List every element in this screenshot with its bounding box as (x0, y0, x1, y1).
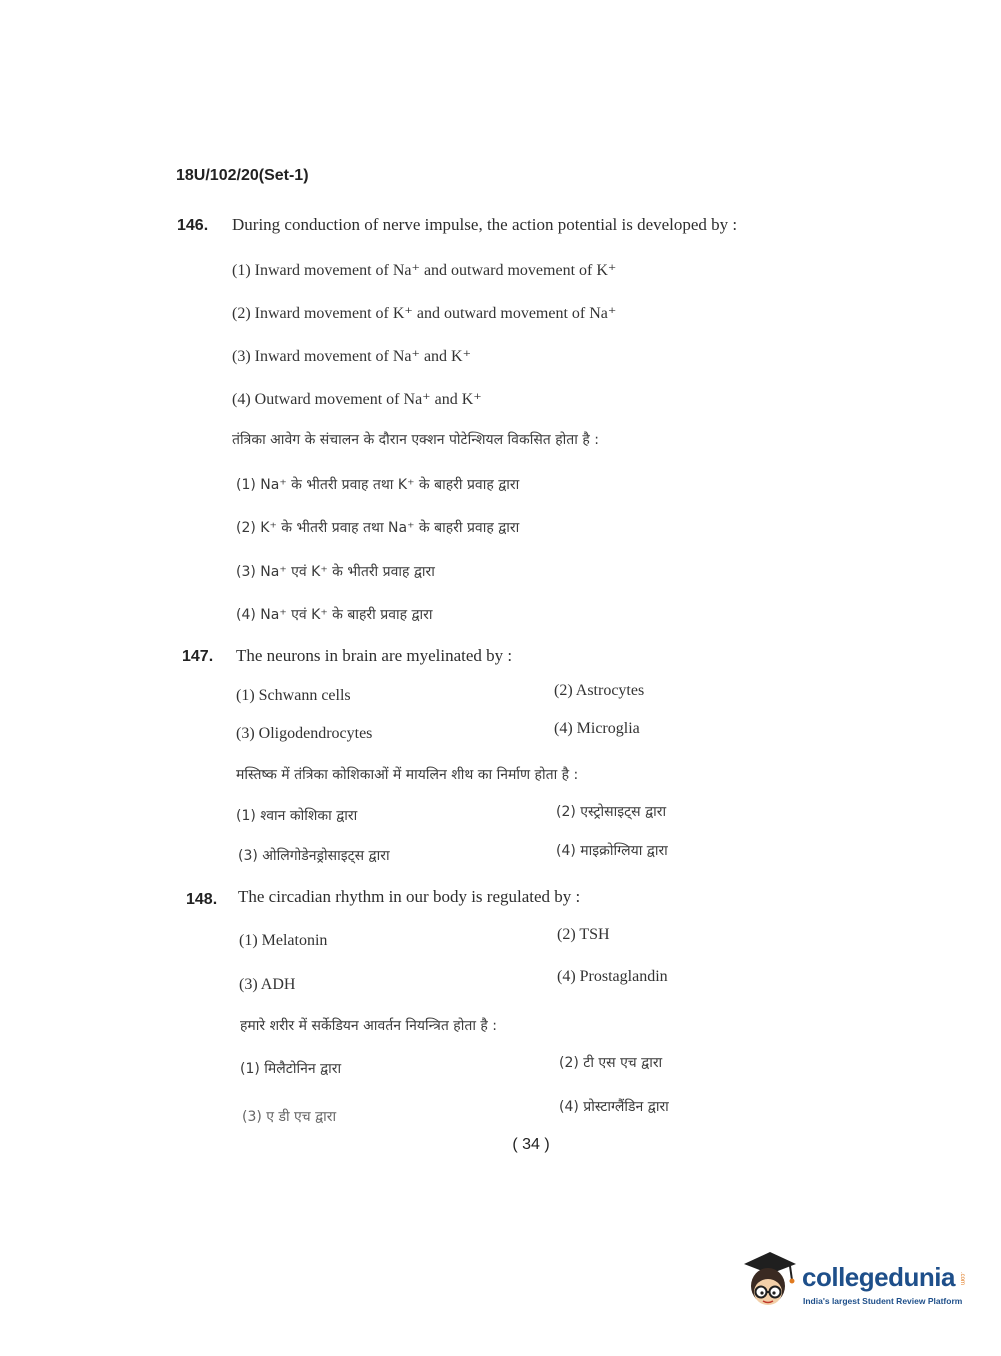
question-148-number: 148. (186, 891, 218, 908)
page-number: ( 34 ) (512, 1136, 550, 1153)
q148-option-3: (3) ADH (239, 976, 296, 993)
q147-hindi-option-4: (4) माइक्रोग्लिया द्वारा (556, 843, 668, 859)
q148-option-4: (4) Prostaglandin (557, 968, 668, 985)
q146-hindi-option-1: (1) Na⁺ के भीतरी प्रवाह तथा K⁺ के बाहरी प्रवाह द्वारा (236, 477, 520, 493)
q147-option-1: (1) Schwann cells (236, 687, 351, 704)
brand-name: collegedunia (802, 1262, 955, 1292)
q146-hindi-option-2: (2) K⁺ के भीतरी प्रवाह तथा Na⁺ के बाहरी प्रवाह द्वारा (236, 520, 520, 536)
q147-hindi-text: मस्तिष्क में तंत्रिका कोशिकाओं में मायलिन शीथ का निर्माण होता है : (236, 767, 579, 783)
q148-option-1: (1) Melatonin (239, 932, 328, 949)
question-147-text: The neurons in brain are myelinated by : (236, 646, 513, 665)
q148-option-2: (2) TSH (557, 926, 610, 943)
paper-code: 18U/102/20(Set-1) (176, 167, 309, 184)
q146-option-1: (1) Inward movement of Na⁺ and outward movement of K⁺ (232, 262, 617, 279)
q147-option-2: (2) Astrocytes (554, 682, 645, 699)
q146-option-3: (3) Inward movement of Na⁺ and K⁺ (232, 348, 472, 365)
q148-hindi-text: हमारे शरीर में सर्केडियन आवर्तन नियन्त्रित होता है : (240, 1018, 498, 1034)
q147-hindi-option-3: (3) ओलिगोडेनड्रोसाइट्स द्वारा (238, 848, 390, 864)
q146-option-4: (4) Outward movement of Na⁺ and K⁺ (232, 391, 482, 408)
q146-hindi-option-4: (4) Na⁺ एवं K⁺ के बाहरी प्रवाह द्वारा (236, 607, 433, 623)
mascot-icon (740, 1248, 800, 1312)
q146-hindi-text: तंत्रिका आवेग के संचालन के दौरान एक्शन पोटेन्शियल विकसित होता है : (232, 432, 599, 448)
q147-hindi-option-1: (1) श्वान कोशिका द्वारा (236, 808, 358, 824)
question-148-text: The circadian rhythm in our body is regulated by : (238, 887, 581, 906)
q146-hindi-option-3: (3) Na⁺ एवं K⁺ के भीतरी प्रवाह द्वारा (236, 564, 435, 580)
question-146-number: 146. (177, 217, 209, 234)
question-147-number: 147. (182, 648, 214, 665)
q147-hindi-option-2: (2) एस्ट्रोसाइट्स द्वारा (556, 804, 667, 820)
q148-hindi-option-2: (2) टी एस एच द्वारा (559, 1055, 663, 1071)
q147-option-3: (3) Oligodendrocytes (236, 725, 373, 742)
brand-tagline: India's largest Student Review Platform (803, 1296, 963, 1306)
question-146-text: During conduction of nerve impulse, the action potential is developed by : (232, 215, 738, 234)
q148-hindi-option-4: (4) प्रोस्टाग्लैंडिन द्वारा (559, 1099, 669, 1115)
q148-hindi-option-1: (1) मिलैटोनिन द्वारा (240, 1061, 342, 1077)
collegedunia-watermark (740, 1248, 970, 1318)
q148-hindi-option-3: (3) ए डी एच द्वारा (242, 1109, 337, 1125)
q146-option-2: (2) Inward movement of K⁺ and outward movement of Na⁺ (232, 305, 617, 322)
brand-suffix: .com (959, 1272, 965, 1286)
q147-option-4: (4) Microglia (554, 720, 640, 737)
